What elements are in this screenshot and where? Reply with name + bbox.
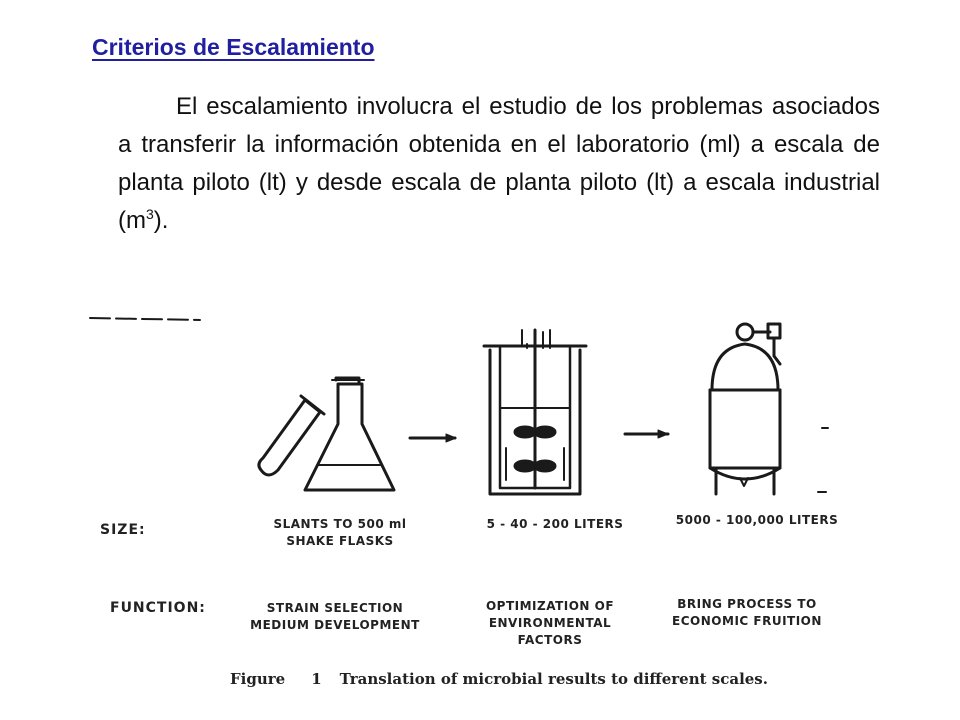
paragraph-tail: ). bbox=[153, 207, 169, 234]
scale-up-illustration bbox=[80, 308, 840, 708]
body-paragraph bbox=[118, 88, 880, 240]
test-tube-icon bbox=[259, 396, 324, 475]
scan-artifact bbox=[90, 318, 200, 320]
figure-caption bbox=[230, 670, 768, 688]
scale-up-figure bbox=[80, 308, 840, 708]
caption-number: 1 bbox=[311, 670, 322, 688]
slide-title: Criterios de Escalamiento bbox=[92, 34, 375, 60]
stage-3-function: BRING PROCESS TO ECONOMIC FRUITION bbox=[672, 597, 822, 628]
caption-text: Translation of microbial results to different scales. bbox=[339, 670, 768, 688]
size-row-label: SIZE: bbox=[100, 522, 146, 538]
stage-1-size: SLANTS TO 500 ml SHAKE FLASKS bbox=[273, 517, 407, 548]
shake-flask-icon bbox=[305, 378, 394, 490]
stage-1-function: STRAIN SELECTION MEDIUM DEVELOPMENT bbox=[250, 601, 420, 632]
industrial-fermenter-icon bbox=[710, 324, 780, 494]
stage-3-size: 5000 - 100,000 LITERS bbox=[675, 513, 839, 527]
stage-2-function: OPTIMIZATION OF ENVIRONMENTAL FACTORS bbox=[485, 599, 615, 647]
paragraph-superscript: 3 bbox=[145, 206, 154, 222]
caption-label: Figure bbox=[230, 670, 286, 688]
function-row-label: FUNCTION: bbox=[110, 600, 206, 616]
pilot-bioreactor-icon bbox=[484, 330, 586, 494]
paragraph-text: El escalamiento involucra el estudio de los problemas asociados a transferir la información obtenida en el laboratorio (ml) a escala de planta piloto (lt) y desde escala de planta piloto (lt) a escala industrial (m bbox=[118, 93, 880, 234]
stage-2-size: 5 - 40 - 200 LITERS bbox=[486, 517, 624, 531]
